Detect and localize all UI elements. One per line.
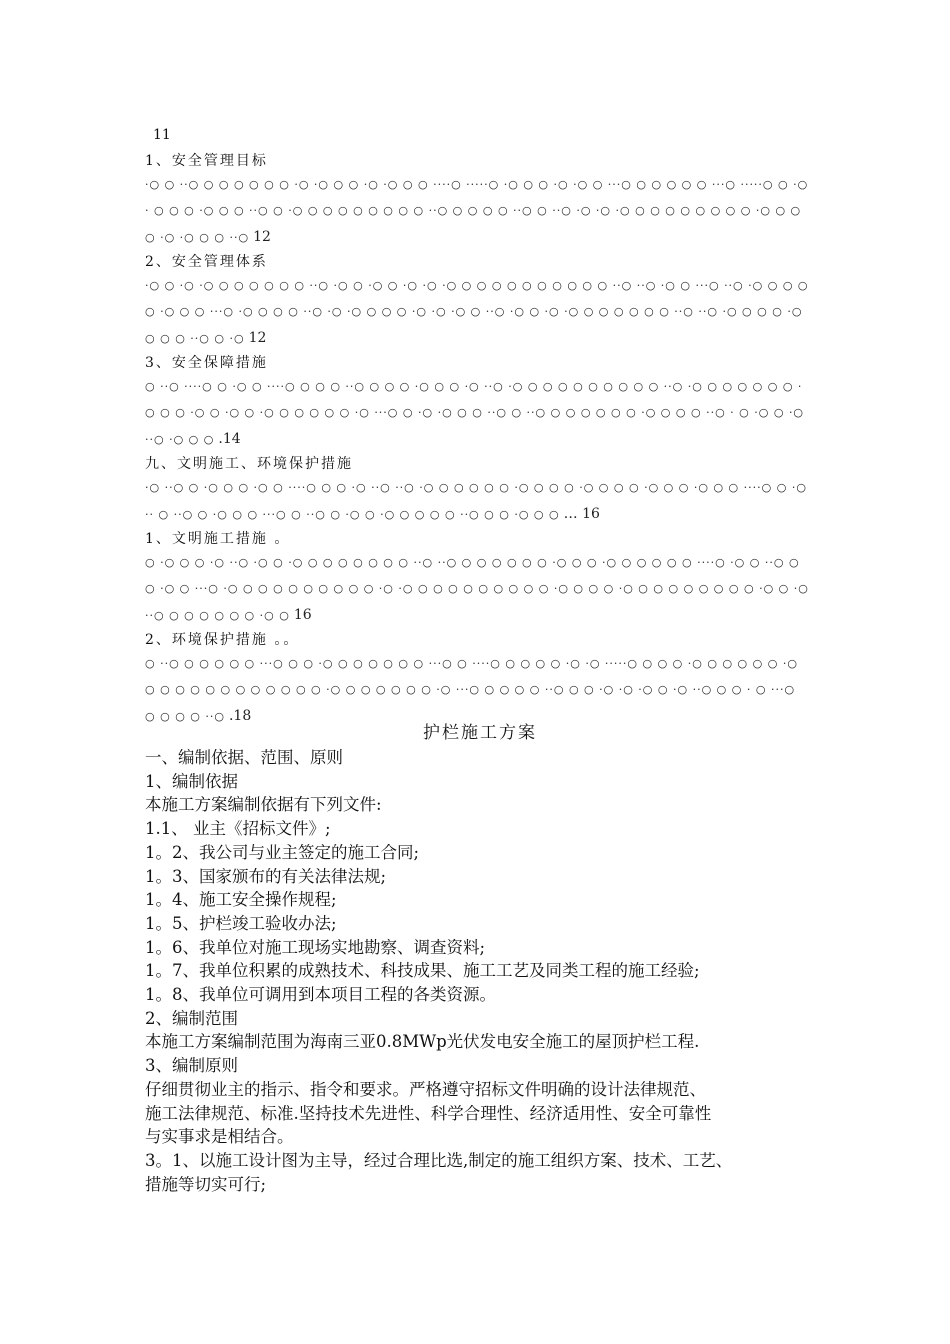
toc-entry	[145, 629, 810, 730]
list-item: 1。2、我公司与业主签定的施工合同;	[145, 842, 420, 862]
paragraph-line: 与实事求是相结合。	[145, 1127, 294, 1147]
list-item: 1。3、国家颁布的有关法律法规;	[145, 866, 387, 886]
document-body	[145, 720, 815, 1196]
toc-leader-dots: ·○ ○ ·○ ·○ ○ ○ ○ ○ ○ ○ ··○ ·○ ○ ·○ ○ ·○ ·○ ·○ ○ ○ ○ ○ ○ ○ ○ ○ ○ ○ ··○ ··○ ·○ ○ ···○ ··○ ·○ ○ ○ ○ ○ ·○ ○ ○ ···○ ·○ ○ ○ ○ ··○ ·○ ·○ ○ ○ ○ ·○ ·○ ·○ ○ ··○ ·○ ○ ·○ ·○ ○ ○ ○ ○ ○ ○ ··○ ··○ ·○ ○ ○ ○ ·○ ○ ○ ○ ··○ ○ ·○	[145, 279, 809, 345]
toc-page-number: 12	[253, 229, 271, 245]
toc-page-number: … 16	[563, 506, 600, 522]
toc-leader	[145, 273, 810, 352]
toc-heading: 1、文明施工措施 。	[145, 531, 291, 547]
subsection-heading: 1、编制依据	[145, 771, 238, 791]
toc-heading: 2、安全管理体系	[145, 254, 268, 270]
toc-heading: 3、安全保障措施	[145, 355, 268, 371]
list-item: 3。1、以施工设计图为主导，经过合理比选,制定的施工组织方案、技术、工艺、	[145, 1150, 733, 1170]
paragraph: 本施工方案编制依据有下列文件:	[145, 795, 382, 815]
toc-entry	[145, 528, 810, 629]
toc-heading: 2、环境保护措施 。。	[145, 632, 300, 648]
toc-page-number: .18	[228, 708, 252, 724]
toc-leader-dots: ○ ·○ ○ ○ ·○ ··○ ·○ ○ ·○ ○ ○ ○ ○ ○ ○ ○ ··○ ··○ ○ ○ ○ ○ ○ ○ ·○ ○ ○ ·○ ○ ○ ○ ○ ○ ····○ ·○ ○ ··○ ○ ○ ·○ ○ ···○ ·○ ○ ○ ○ ○ ○ ○ ○ ○ ○ ·○ ·○ ○ ○ ○ ○ ○ ○ ○ ○ ○ ·○ ○ ○ ○ ·○ ○ ○ ○ ○ ○ ○ ○ ○ ·○ ○ ·○ ··○ ○ ○ ○ ○ ○ ○ ·○ ○	[145, 556, 809, 622]
list-item-continuation: 措施等切实可行;	[145, 1174, 267, 1194]
toc-page-number: 16	[293, 607, 312, 623]
paragraph: 本施工方案编制范围为海南三亚0.8MWp光伏发电安全施工的屋顶护栏工程.	[145, 1032, 700, 1052]
list-item: 1。5、护栏竣工验收办法;	[145, 913, 337, 933]
document-title: 护栏施工方案	[423, 723, 537, 743]
toc-entry	[145, 352, 810, 453]
subsection-heading: 3、编制原则	[145, 1056, 238, 1076]
toc-page-number: .14	[218, 431, 241, 447]
toc-leader-dots: ·○ ··○ ○ ·○ ○ ○ ·○ ○ ····○ ○ ○ ·○ ··○ ··○ ·○ ○ ○ ○ ○ ○ ·○ ○ ○ ○ ·○ ○ ○ ○ ·○ ○ ○ ·○ ○ ○ ····○ ○ ·○ ·· ○ ··○ ○ ·○ ○ ○ ···○ ○ ··○ ○ ·○ ○ ·○ ○ ○ ○ ○ ··○ ○ ○ ·○ ○ ○	[145, 481, 807, 521]
subsection-heading: 2、编制范围	[145, 1008, 238, 1028]
table-of-contents	[145, 120, 810, 730]
toc-leader-dots: ○ ··○ ○ ○ ○ ○ ○ ···○ ○ ○ ·○ ○ ○ ○ ○ ○ ○ ···○ ○ ····○ ○ ○ ○ ○ ·○ ·○ ·····○ ○ ○ ○ ·○ ○ ○ ○ ○ ○ ·○ ○ ○ ○ ○ ○ ○ ○ ○ ○ ○ ○ ○ ·○ ○ ○ ○ ○ ○ ○ ·○ ···○ ○ ○ ○ ○ ··○ ○ ○ ·○ ·○ ·○ ○ ·○ ··○ ○ ○ · ○ ···○ ○ ○ ○ ○ ··○	[145, 657, 798, 723]
toc-leader	[145, 374, 810, 453]
toc-heading: 九、文明施工、环境保护措施	[145, 456, 353, 472]
toc-page-number: 12	[248, 330, 267, 346]
toc-leader-dots: ○ ··○ ····○ ○ ·○ ○ ····○ ○ ○ ○ ··○ ○ ○ ○ ·○ ○ ○ ·○ ··○ ·○ ○ ○ ○ ○ ○ ○ ○ ○ ○ ··○ ·○ ○ ○ ○ ○ ○ ○ ·○ ○ ○ ·○ ○ ·○ ○ ·○ ○ ○ ○ ○ ○ ·○ ···○ ○ ·○ ·○ ○ ○ ··○ ○ ··○ ○ ○ ○ ○ ○ ○ ·○ ○ ○ ○ ··○ · ○ ·○ ○ ·○ ··○ ·○ ○ ○	[145, 380, 805, 446]
list-item: 1.1、 业主《招标文件》;	[145, 819, 331, 839]
toc-page-number: 11	[153, 127, 171, 143]
toc-entry	[145, 150, 810, 251]
toc-leader	[145, 550, 810, 629]
toc-heading: 1、安全管理目标	[145, 153, 268, 169]
toc-entry	[145, 453, 810, 528]
paragraph-line: 仔细贯彻业主的指示、指令和要求。严格遵守招标文件明确的设计法律规范、	[145, 1079, 706, 1099]
toc-leader	[145, 475, 810, 528]
paragraph-line: 施工法律规范、标准.坚持技术先进性、科学合理性、经济适用性、安全可靠性	[145, 1103, 712, 1123]
section-heading: 一、编制依据、范围、原则	[145, 748, 343, 767]
toc-leader-dots: ·○ ○ ··○ ○ ○ ○ ○ ○ ○ ·○ ·○ ○ ○ ·○ ·○ ○ ○ ····○ ·····○ ·○ ○ ○ ·○ ·○ ○ ···○ ○ ○ ○ ○ ○ ···○ ·····○ ○ ·○ · ○ ○ ○ ·○ ○ ○ ··○ ○ ·○ ○ ○ ○ ○ ○ ○ ○ ○ ··○ ○ ○ ○ ○ ··○ ○ ··○ ·○ ·○ ·○ ○ ○ ○ ○ ○ ○ ○ ○ ·○ ○ ○ ○ ·○ ·○ ○ ○ ··○	[145, 178, 809, 244]
toc-leader	[145, 651, 810, 730]
list-item: 1。7、我单位积累的成熟技术、科技成果、施工工艺及同类工程的施工经验;	[145, 961, 700, 981]
list-item: 1。6、我单位对施工现场实地勘察、调查资料;	[145, 937, 486, 957]
toc-entry	[145, 251, 810, 352]
list-item: 1。4、施工安全操作规程;	[145, 890, 337, 910]
list-item: 1。8、我单位可调用到本项目工程的各类资源。	[145, 985, 496, 1005]
toc-leader	[145, 172, 810, 251]
